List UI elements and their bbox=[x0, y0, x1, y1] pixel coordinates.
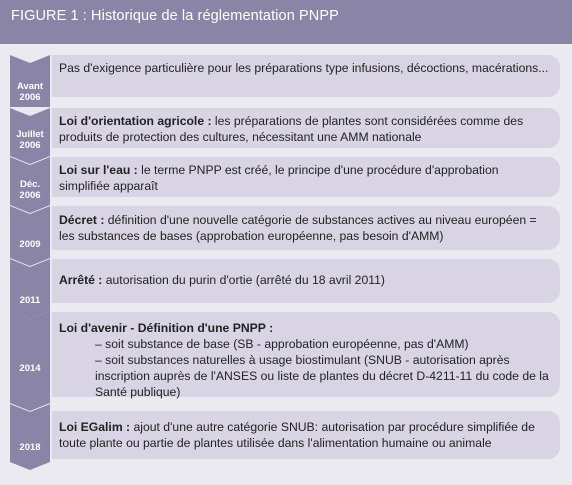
date-line: 2009 bbox=[19, 239, 41, 250]
timeline-entry-box bbox=[52, 259, 560, 303]
entry-text: définition d'une nouvelle catégorie de substances actives au niveau européen = les substances de bases (approbation européenne, pas besoin d'AMM) bbox=[59, 213, 537, 243]
timeline-entry-box bbox=[52, 55, 560, 97]
entry-text: autorisation du purin d'ortie (arrêté du 18 avril 2011) bbox=[102, 273, 385, 287]
timeline-arrow-juillet-2006 bbox=[10, 108, 50, 156]
date-line: 2018 bbox=[19, 442, 41, 453]
entry-heading: Loi EGalim : bbox=[59, 420, 131, 434]
timeline-entry-box bbox=[52, 157, 560, 197]
entry-text: ajout d'une autre catégorie SNUB: autorisation par procédure simplifiée de toute plante ou partie de plantes utilisée dans l'alimentation humaine ou animale bbox=[59, 420, 535, 450]
date-label bbox=[10, 295, 50, 306]
entry-heading: Loi sur l'eau : bbox=[59, 163, 138, 177]
date-label bbox=[10, 239, 50, 250]
date-label bbox=[10, 442, 50, 453]
date-line: 2006 bbox=[19, 140, 41, 151]
entry-subline: – soit substances naturelles à usage biostimulant (SNUB - autorisation après inscription auprès de l'ANSES ou liste de plantes du décret D-4211-11 du code de la Santé publique) bbox=[95, 353, 549, 399]
date-line: 2006 bbox=[19, 190, 41, 201]
entry-text: les préparations de plantes sont considérées comme des produits de protection des cultures, nécessitant une AMM nationale bbox=[59, 114, 524, 144]
timeline-entry-box bbox=[52, 108, 560, 148]
figure-title: FIGURE 1 : Historique de la réglementation PNPP bbox=[11, 8, 339, 24]
timeline-arrow-2018 bbox=[10, 404, 50, 462]
timeline-arrow-2009 bbox=[10, 206, 50, 258]
timeline-entry-box bbox=[52, 206, 560, 250]
timeline-arrow-avant-2006 bbox=[10, 55, 50, 107]
date-line: 2006 bbox=[19, 92, 41, 103]
date-label bbox=[10, 129, 50, 151]
date-label bbox=[10, 179, 50, 201]
date-line: Juillet bbox=[16, 129, 44, 140]
timeline-entry-box bbox=[52, 411, 560, 459]
date-line: 2011 bbox=[19, 295, 41, 306]
date-line: Déc. bbox=[19, 179, 41, 190]
entry-text: Pas d'exigence particulière pour les préparations type infusions, décoctions, macérations... bbox=[59, 61, 549, 75]
entry-heading: Décret : bbox=[59, 213, 105, 227]
date-line: 2014 bbox=[19, 363, 41, 374]
timeline-arrow-2011 bbox=[10, 259, 50, 311]
entry-heading: Arrêté : bbox=[59, 273, 103, 287]
entry-heading: Loi d'avenir - Définition d'une PNPP : bbox=[59, 321, 274, 335]
timeline-arrow-2014 bbox=[10, 311, 50, 403]
entry-subline: – soit substance de base (SB - approbation européenne, pas d'AMM) bbox=[95, 337, 469, 351]
entry-heading: Loi d'orientation agricole : bbox=[59, 114, 212, 128]
date-line: Avant bbox=[16, 81, 44, 92]
date-label bbox=[10, 363, 50, 374]
entry-text: le terme PNPP est créé, le principe d'une procédure d'approbation simplifiée apparaît bbox=[59, 163, 499, 193]
title-bar bbox=[0, 0, 572, 44]
timeline-entry-box bbox=[52, 312, 560, 397]
date-label bbox=[10, 81, 50, 103]
timeline-arrow-dec-2006 bbox=[10, 157, 50, 205]
